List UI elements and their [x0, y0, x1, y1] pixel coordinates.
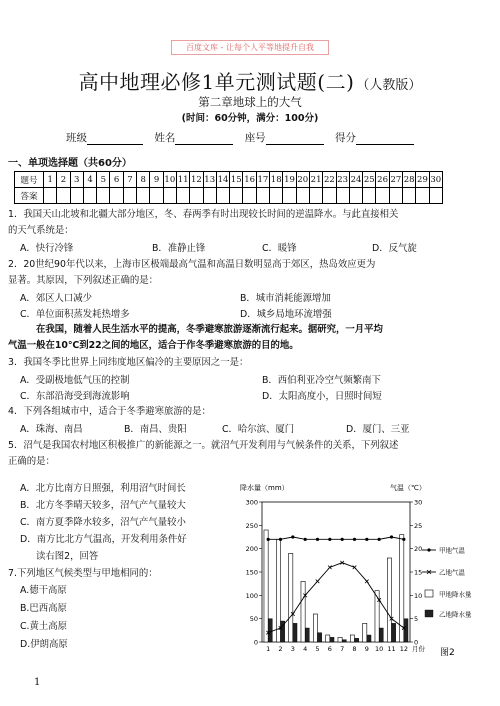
q4-option-a[interactable]: A．珠海、南昌	[20, 424, 83, 435]
q5-read-chart-note: 读右图2，回答	[36, 551, 99, 562]
answer-number-cell: 14	[216, 172, 229, 188]
x-tick-label: 12	[399, 645, 408, 653]
point-jia-temp	[365, 538, 368, 541]
right-tick-label: 10	[414, 591, 423, 600]
class-field[interactable]	[87, 133, 143, 145]
answer-table-number-row	[15, 172, 443, 188]
q4-option-d[interactable]: D．厦门、三亚	[346, 424, 410, 435]
q3-option-d[interactable]: D．太阳高度小，日照时间短	[262, 391, 382, 402]
x-tick-label: 4	[303, 645, 308, 653]
left-tick-label: 250	[245, 521, 258, 530]
line-jia-temp	[268, 537, 404, 539]
student-info	[66, 130, 422, 145]
bar-yi-precip	[330, 637, 334, 642]
title-main: 高中地理必修1单元测试题(二)	[78, 70, 355, 94]
answer-number-cell: 6	[110, 172, 123, 188]
watermark: 百度文库 - 让每个人平等地提升自我	[0, 40, 500, 55]
point-jia-temp	[304, 538, 307, 541]
q4-option-b[interactable]: B．南昌、贵阳	[124, 424, 187, 435]
answer-number-cell: 27	[389, 172, 402, 188]
answer-cell[interactable]	[150, 188, 163, 204]
answer-cell[interactable]	[163, 188, 176, 204]
answer-cell[interactable]	[70, 188, 83, 204]
answer-cell[interactable]	[336, 188, 349, 204]
legend-jia-temp-label: 甲地气温	[439, 546, 465, 555]
q2-stem-line1: 2．20世纪90年代以来，上海市区极端最高气温和高温日数明显高于郊区，热岛效应更为	[8, 259, 376, 270]
answer-cell[interactable]	[176, 188, 189, 204]
answer-number-cell: 11	[176, 172, 189, 188]
x-tick-label: 7	[340, 645, 345, 653]
bar-yi-precip	[342, 640, 346, 642]
answer-cell[interactable]	[216, 188, 229, 204]
x-tick-label: 9	[364, 645, 369, 653]
q1-stem-line2: 的天气系统是：	[8, 225, 74, 236]
legend-yi-temp-label: 乙地气温	[439, 568, 465, 577]
q2-option-d[interactable]: D．城乡局地环流增强	[240, 309, 332, 320]
answer-number-cell: 18	[270, 172, 283, 188]
q7-option-d[interactable]: D.伊朗高原	[20, 639, 68, 650]
time-note: (时间：60分钟，满分：100分)	[181, 113, 319, 124]
point-jia-temp	[390, 535, 393, 538]
q7-option-c[interactable]: C.黄土高原	[20, 621, 68, 632]
point-jia-temp	[402, 538, 405, 541]
q2-option-a[interactable]: A．郊区人口减少	[20, 293, 93, 304]
right-tick-label: 25	[414, 521, 423, 530]
legend-jia-precip-label: 甲地降水量	[439, 590, 472, 599]
name-label: 姓名	[154, 132, 176, 144]
q3-option-a[interactable]: A．受副极地低气压的控制	[20, 375, 130, 386]
right-tick-label: 0	[414, 638, 419, 647]
answer-number-cell: 3	[70, 172, 83, 188]
bar-yi-precip	[379, 628, 383, 642]
page-title	[0, 66, 500, 95]
answer-cell[interactable]	[203, 188, 216, 204]
right-tick-label: 20	[414, 545, 423, 554]
bar-yi-precip	[392, 623, 396, 642]
answer-number-cell: 12	[190, 172, 203, 188]
q1-stem-line1: 1．我国天山北坡和北疆大部分地区，冬、春两季有时出现较长时间的逆温降水。与此直接相关	[8, 209, 399, 220]
point-jia-temp	[267, 538, 270, 541]
legend-jia-temp-marker	[427, 548, 430, 551]
answer-number-cell: 23	[336, 172, 349, 188]
answer-cell[interactable]	[230, 188, 243, 204]
x-tick-label: 2	[278, 645, 283, 653]
answer-number-cell: 20	[296, 172, 309, 188]
answer-number-cell: 13	[203, 172, 216, 188]
q2-option-b[interactable]: B．城市消耗能源增加	[240, 293, 331, 304]
answer-number-cell: 9	[150, 172, 163, 188]
point-jia-temp	[378, 538, 381, 541]
point-jia-temp	[279, 538, 282, 541]
q5-option-b[interactable]: B．北方冬季晴天较多，沼气产气量较大	[20, 500, 186, 511]
bar-jia-precip	[326, 635, 330, 642]
q1-option-d[interactable]: D．反气旋	[372, 243, 417, 254]
answer-cell[interactable]	[429, 188, 442, 204]
x-tick-label: 11	[387, 645, 396, 653]
answer-cell[interactable]	[83, 188, 96, 204]
x-axis-title: 月份	[412, 645, 425, 653]
answer-cell[interactable]	[44, 188, 57, 204]
left-tick-label: 0	[253, 638, 258, 647]
context-paragraph-line1: 在我国，随着人民生活水平的提高，冬季避寒旅游逐渐流行起来。据研究，一月平均	[36, 324, 383, 335]
answer-number-cell: 7	[123, 172, 136, 188]
answer-number-cell: 16	[243, 172, 256, 188]
answer-number-cell: 24	[349, 172, 362, 188]
q5-option-d[interactable]: D．南方比北方气温高，开发利用条件好	[20, 534, 187, 545]
q1-option-b[interactable]: B．准静止锋	[152, 243, 206, 254]
legend-jia-precip-swatch	[425, 590, 433, 597]
answer-cell[interactable]	[283, 188, 296, 204]
number-header: 题号	[15, 172, 44, 188]
q3-option-c[interactable]: C．东部沿海受到海流影响	[20, 391, 130, 402]
q3-stem: 3．我国冬季比世界上同纬度地区偏冷的主要原因之一是：	[8, 357, 249, 368]
bar-yi-precip	[404, 619, 408, 642]
score-field[interactable]	[356, 133, 414, 145]
bar-jia-precip	[264, 530, 268, 642]
answer-header: 答案	[15, 188, 44, 204]
answer-cell[interactable]	[137, 188, 150, 204]
bar-jia-precip	[387, 558, 391, 642]
answer-cell[interactable]	[57, 188, 70, 204]
answer-number-cell: 22	[323, 172, 336, 188]
q2-stem-line2: 显著。其原因，下列叙述正确的是：	[8, 275, 159, 286]
legend-yi-precip-label: 乙地降水量	[439, 610, 472, 619]
answer-number-cell: 5	[97, 172, 110, 188]
answer-number-cell: 21	[309, 172, 322, 188]
seat-field[interactable]	[266, 133, 324, 145]
answer-number-cell: 29	[416, 172, 429, 188]
seat-label: 座号	[244, 132, 266, 144]
answer-number-cell: 26	[376, 172, 389, 188]
right-axis-title: 气温（℃）	[390, 484, 426, 492]
answer-cell[interactable]	[97, 188, 110, 204]
left-axis-title: 降水量（mm）	[240, 484, 289, 492]
answer-number-cell: 10	[163, 172, 176, 188]
q2-option-c[interactable]: C．单位面积蒸发耗热增多	[20, 309, 130, 320]
answer-cell[interactable]	[309, 188, 322, 204]
answer-number-cell: 30	[429, 172, 442, 188]
point-jia-temp	[291, 535, 294, 538]
answer-cell[interactable]	[323, 188, 336, 204]
answer-cell[interactable]	[243, 188, 256, 204]
answer-cell[interactable]	[256, 188, 269, 204]
q5-option-a[interactable]: A．北方比南方日照强，利用沼气时间长	[20, 483, 186, 494]
bar-yi-precip	[367, 635, 371, 642]
bar-jia-precip	[313, 614, 317, 642]
left-tick-label: 50	[249, 615, 258, 624]
answer-cell[interactable]	[416, 188, 429, 204]
bar-jia-precip	[276, 539, 280, 642]
q4-option-c[interactable]: C．哈尔滨、厦门	[222, 424, 295, 435]
score-label: 得分	[335, 132, 357, 144]
name-field[interactable]	[175, 133, 233, 145]
answer-cell[interactable]	[270, 188, 283, 204]
q7-option-a[interactable]: A.德干高原	[20, 585, 67, 596]
right-tick-label: 30	[414, 498, 423, 507]
answer-cell[interactable]	[110, 188, 123, 204]
bar-jia-precip	[338, 637, 342, 642]
answer-cell[interactable]	[376, 188, 389, 204]
x-tick-label: 8	[352, 645, 357, 653]
answer-number-cell: 1	[44, 172, 57, 188]
bar-yi-precip	[305, 628, 309, 642]
bar-jia-precip	[301, 581, 305, 642]
answer-number-cell: 25	[363, 172, 376, 188]
left-tick-label: 300	[245, 498, 258, 507]
bar-jia-precip	[289, 553, 293, 642]
climate-chart	[240, 478, 472, 658]
x-tick-label: 3	[290, 645, 295, 653]
left-tick-label: 100	[245, 591, 258, 600]
q4-stem: 4．下列各组城市中，适合于冬季避寒旅游的是：	[8, 406, 211, 417]
answer-number-cell: 2	[57, 172, 70, 188]
answer-cell[interactable]	[296, 188, 309, 204]
bar-yi-precip	[318, 633, 322, 642]
x-tick-label: 6	[327, 645, 332, 653]
q7-option-b[interactable]: B.巴西高原	[20, 603, 67, 614]
answer-table	[14, 171, 443, 204]
right-tick-label: 5	[414, 615, 419, 624]
answer-number-cell: 17	[256, 172, 269, 188]
x-tick-label: 5	[315, 645, 320, 653]
title-edition: （人教版）	[356, 78, 422, 93]
bar-yi-precip	[268, 619, 272, 642]
left-tick-label: 150	[245, 568, 258, 577]
point-yi-temp	[316, 580, 320, 584]
bar-yi-precip	[293, 623, 297, 642]
answer-cell[interactable]	[389, 188, 402, 204]
answer-cell[interactable]	[123, 188, 136, 204]
chapter-title: 第二章地球上的大气	[198, 95, 302, 109]
q1-option-a[interactable]: A．快行冷锋	[20, 243, 74, 254]
q1-option-c[interactable]: C．暖锋	[262, 243, 297, 254]
answer-number-cell: 15	[230, 172, 243, 188]
bar-jia-precip	[350, 635, 354, 642]
left-tick-label: 200	[245, 545, 258, 554]
answer-table-answer-row	[15, 188, 443, 204]
class-label: 班级	[66, 132, 87, 144]
legend-yi-precip-swatch	[425, 610, 433, 617]
figure-label: 图2	[440, 648, 455, 658]
q7-stem: 7.下列地区气候类型与甲地相同的：	[8, 568, 158, 579]
point-jia-temp	[341, 538, 344, 541]
q5-stem-line2: 正确的是：	[8, 456, 55, 467]
point-jia-temp	[353, 538, 356, 541]
q3-option-b[interactable]: B．西伯利亚冷空气频繁南下	[262, 375, 381, 386]
bar-yi-precip	[355, 638, 359, 642]
context-paragraph-line2: 气温一般在10℃到22之间的地区，适合于作冬季避寒旅游的目的地。	[8, 340, 299, 351]
answer-cell[interactable]	[190, 188, 203, 204]
answer-number-cell: 19	[283, 172, 296, 188]
right-tick-label: 15	[414, 568, 423, 577]
q5-stem-line1: 5．沼气是我国农村地区积极推广的新能源之一。就沼气开发利用与气候条件的关系，下列叙述	[8, 440, 399, 451]
section-heading: 一、单项选择题（共60分）	[8, 158, 132, 169]
bar-jia-precip	[363, 623, 367, 642]
answer-cell[interactable]	[403, 188, 416, 204]
x-tick-label: 10	[375, 645, 384, 653]
answer-number-cell: 28	[403, 172, 416, 188]
q5-option-c[interactable]: C．南方夏季降水较多，沼气产气量较小	[20, 517, 186, 528]
point-jia-temp	[316, 538, 319, 541]
point-jia-temp	[328, 538, 331, 541]
point-yi-temp	[365, 580, 369, 584]
page-number: 1	[34, 677, 41, 688]
answer-cell[interactable]	[349, 188, 362, 204]
answer-number-cell: 8	[137, 172, 150, 188]
answer-cell[interactable]	[363, 188, 376, 204]
x-tick-label: 1	[266, 645, 271, 653]
answer-number-cell: 4	[83, 172, 96, 188]
